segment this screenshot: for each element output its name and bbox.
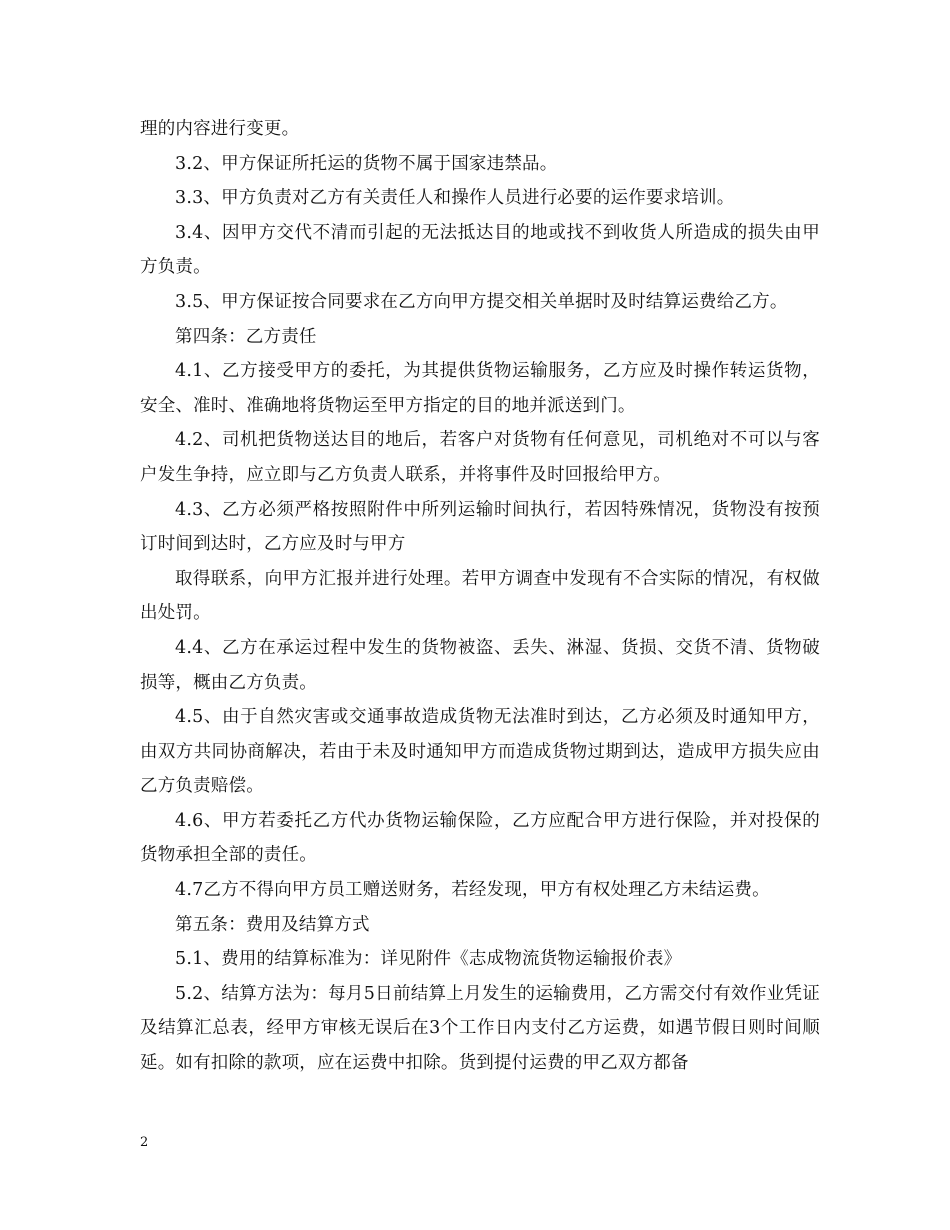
paragraph-continuation: 理的内容进行变更。 (140, 119, 300, 139)
document-body (140, 112, 820, 1081)
clause-4-3-continued: 取得联系，向甲方汇报并进行处理。若甲方调查中发现有不合实际的情况，有权做出处罚。 (140, 568, 820, 624)
clause-4-7: 4.7乙方不得向甲方员工赠送财务，若经发现，甲方有权处理乙方未结运费。 (175, 880, 770, 901)
page-number: 2 (140, 1135, 149, 1150)
section-heading-article-4: 第四条：乙方责任 (175, 326, 317, 347)
clause-3-3: 3.3、甲方负责对乙方有关责任人和操作人员进行必要的运作要求培训。 (175, 188, 735, 209)
clause-4-1: 4.1、乙方接受甲方的委托，为其提供货物运输服务，乙方应及时操作转运货物，安全、准时、准确地将货物运至甲方指定的目的地并派送到门。 (140, 361, 820, 416)
clause-5-1: 5.1、费用的结算标准为：详见附件《志成物流货物运输报价表》 (175, 949, 682, 970)
clause-5-2: 5.2、结算方法为：每月5日前结算上月发生的运输费用，乙方需交付有效作业凭证及结算汇总表，经甲方审核无误后在3个工作日内支付乙方运费，如遇节假日则时间顺延。如有扣除的款项，应在运费中扣除。货到提付运费的甲乙双方都备 (140, 983, 820, 1074)
clause-4-2: 4.2、司机把货物送达目的地后，若客户对货物有任何意见，司机绝对不可以与客户发生争持，应立即与乙方负责人联系，并将事件及时回报给甲方。 (140, 430, 820, 485)
clause-3-5: 3.5、甲方保证按合同要求在乙方向甲方提交相关单据时及时结算运费给乙方。 (175, 291, 788, 312)
clause-4-6: 4.6、甲方若委托乙方代办货物运输保险，乙方应配合甲方进行保险，并对投保的货物承担全部的责任。 (140, 810, 820, 866)
clause-4-5: 4.5、由于自然灾害或交通事故造成货物无法准时到达，乙方必须及时通知甲方，由双方共同协商解决，若由于未及时通知甲方而造成货物过期到达，造成甲方损失应由乙方负责赔偿。 (140, 707, 820, 797)
clause-4-3: 4.3、乙方必须严格按照附件中所列运输时间执行，若因特殊情况，货物没有按预订时间到达时，乙方应及时与甲方 (140, 499, 820, 555)
clause-3-2: 3.2、甲方保证所托运的货物不属于国家违禁品。 (175, 153, 558, 174)
section-heading-article-5: 第五条：费用及结算方式 (175, 914, 370, 935)
clause-3-4: 3.4、因甲方交代不清而引起的无法抵达目的地或找不到收货人所造成的损失由甲方负责。 (140, 222, 820, 278)
clause-4-4: 4.4、乙方在承运过程中发生的货物被盗、丢失、淋湿、货损、交货不清、货物破损等，概由乙方负责。 (140, 637, 820, 693)
